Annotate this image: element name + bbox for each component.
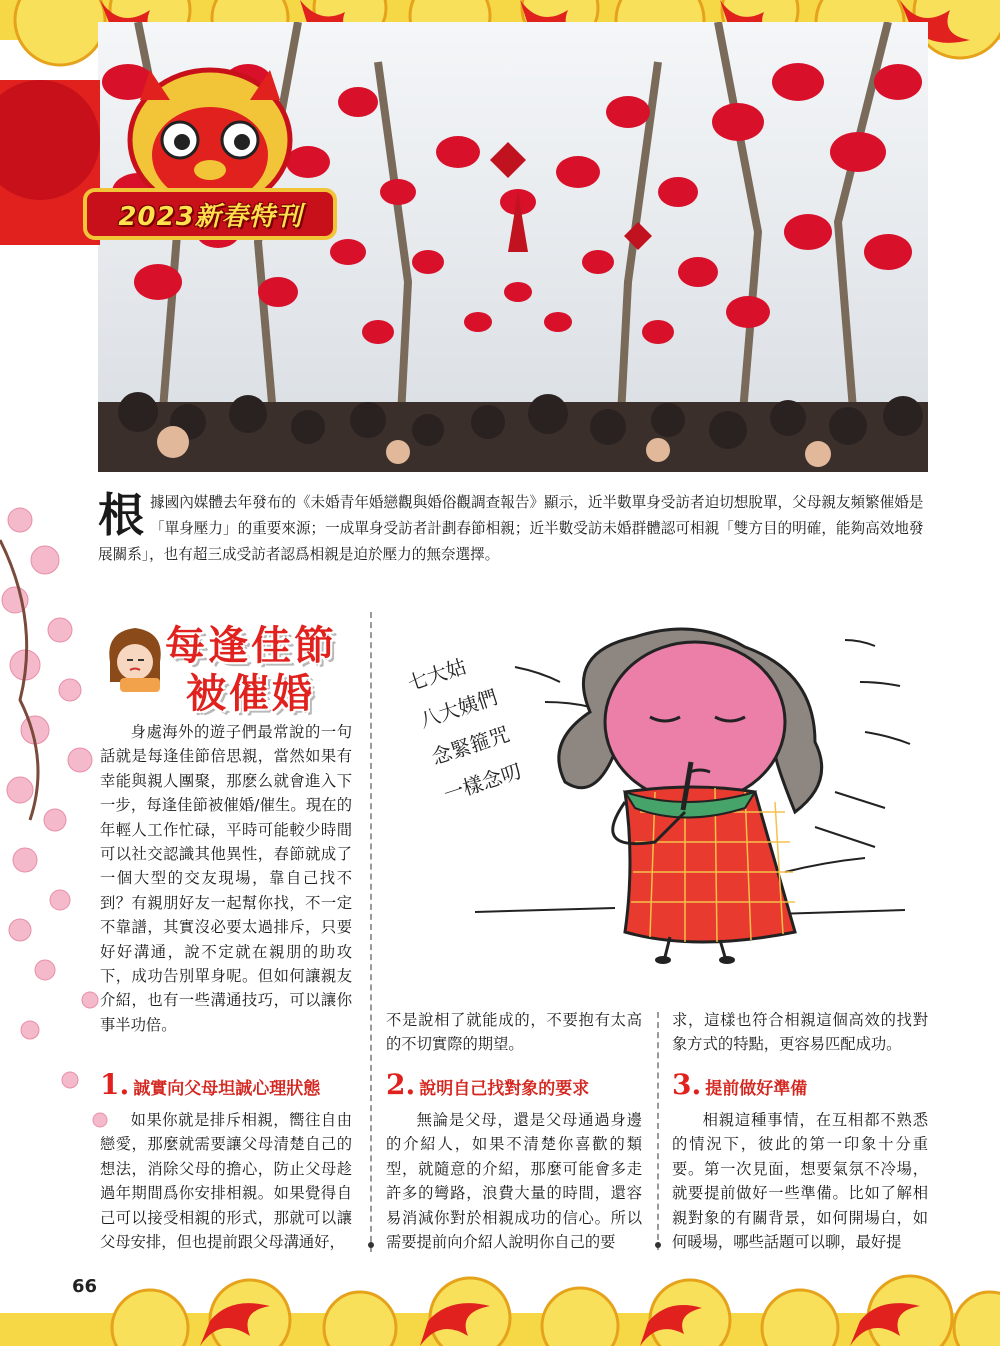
divider-dot [368, 1242, 374, 1248]
subhead-number: 1. [100, 1068, 130, 1101]
subhead-text: 誠實向父母坦誠心理狀態 [133, 1079, 321, 1099]
cartoon-caption-line2: 八大姨們 [416, 684, 501, 733]
paragraph: 不是說相了就能成的，不要抱有太高的不切實際的期望。 [386, 1011, 642, 1054]
subhead-number: 2. [386, 1068, 416, 1101]
subhead-2 [386, 1068, 589, 1101]
paragraph: 身處海外的遊子們最常說的一句話就是每逢佳節倍思親，當然如果有幸能與親人團聚，那麽么就會進入下一步，每逢佳節被催婚/催生。現在的年輕人工作忙碌，平時可能較少時間可以社交認識其他異性，春節就成了一個大型的交友現場，靠自己找不到？有親朋好友一起幫你找，不一定不靠譜，其實沒必要太過排斥，只要好好溝通，說不定就在親朋的助攻下，成功告別單身呢。但如何讓親友介紹，也有一些溝通技巧，可以讓你事半功倍。 [100, 723, 352, 1034]
subhead-number: 3. [672, 1068, 702, 1101]
worried-girl-icon [100, 622, 170, 694]
divider-dot [655, 1242, 661, 1248]
right-column-bottom [672, 1108, 928, 1254]
column-divider-right [657, 1012, 659, 1250]
subhead-3 [672, 1068, 807, 1101]
drop-cap: 根 [98, 488, 144, 542]
intro-text: 據國內媒體去年發布的《未婚青年婚戀觀與婚俗觀調查報告》顯示，近半數單身受訪者迫切想脫單，父母親友頻繁催婚是「單身壓力」的重要來源；一成單身受訪者計劃春節相親；近半數受訪未婚群體認可相親「雙方目的明確，能夠高效地發展關系」，也有超三成受訪者認爲相親是迫於壓力的無奈選擇。 [98, 494, 924, 563]
column-divider-left [370, 612, 372, 1252]
paragraph: 求，這樣也符合相親這個高效的找對象方式的特點，更容易匹配成功。 [672, 1011, 928, 1054]
paragraph: 相親這種事情，在互相都不熟悉的情況下，彼此的第一印象十分重要。第一次見面，想要氣氛不冷場，就要提前做好一些準備。比如了解相親對象的有關背景，如何開場白，如何暖場，哪些話題可以聊，最好提 [672, 1111, 928, 1252]
right-column-top [672, 1008, 928, 1057]
subhead-text: 提前做好準備 [705, 1079, 808, 1099]
middle-column-bottom [386, 1108, 642, 1254]
paragraph: 無論是父母，還是父母通過身邊的介紹人，如果不清楚你喜歡的類型，就隨意的介紹，那麼可能會多走許多的彎路，浪費大量的時間，還容易消減你對於相親成功的信心。所以需要提前向介紹人說明你自己的要 [386, 1111, 642, 1252]
middle-column-top [386, 1008, 642, 1057]
intro-paragraph [98, 490, 938, 568]
subhead-1 [100, 1068, 320, 1101]
auntie-cartoon-illustration [395, 612, 940, 992]
bottom-cloud-border [0, 1258, 1000, 1346]
paragraph: 如果你就是排斥相親，嚮往自由戀愛，那麼就需要讓父母清楚自己的想法，消除父母的擔心，防止父母趁過年期間爲你安排相親。如果覺得自己可以接受相親的形式，那就可以讓父母安排，但也提前跟父母溝通好， [100, 1111, 352, 1252]
cartoon-caption-line1: 七大姑 [404, 653, 470, 696]
cartoon-caption-line3: 念緊箍咒 [428, 721, 513, 770]
subhead-text: 說明自己找對象的要求 [419, 1079, 590, 1099]
left-column-intro [100, 720, 352, 1037]
badge-label: 2023新春特刊 [118, 202, 303, 232]
section-title-line2: 被催婚 [186, 670, 315, 717]
section-title-line1: 每逢佳節 [165, 622, 337, 669]
left-column-bottom [100, 1108, 352, 1254]
cartoon-caption-line4: 一樣念叨 [440, 758, 525, 807]
page-number: 66 [72, 1276, 98, 1297]
